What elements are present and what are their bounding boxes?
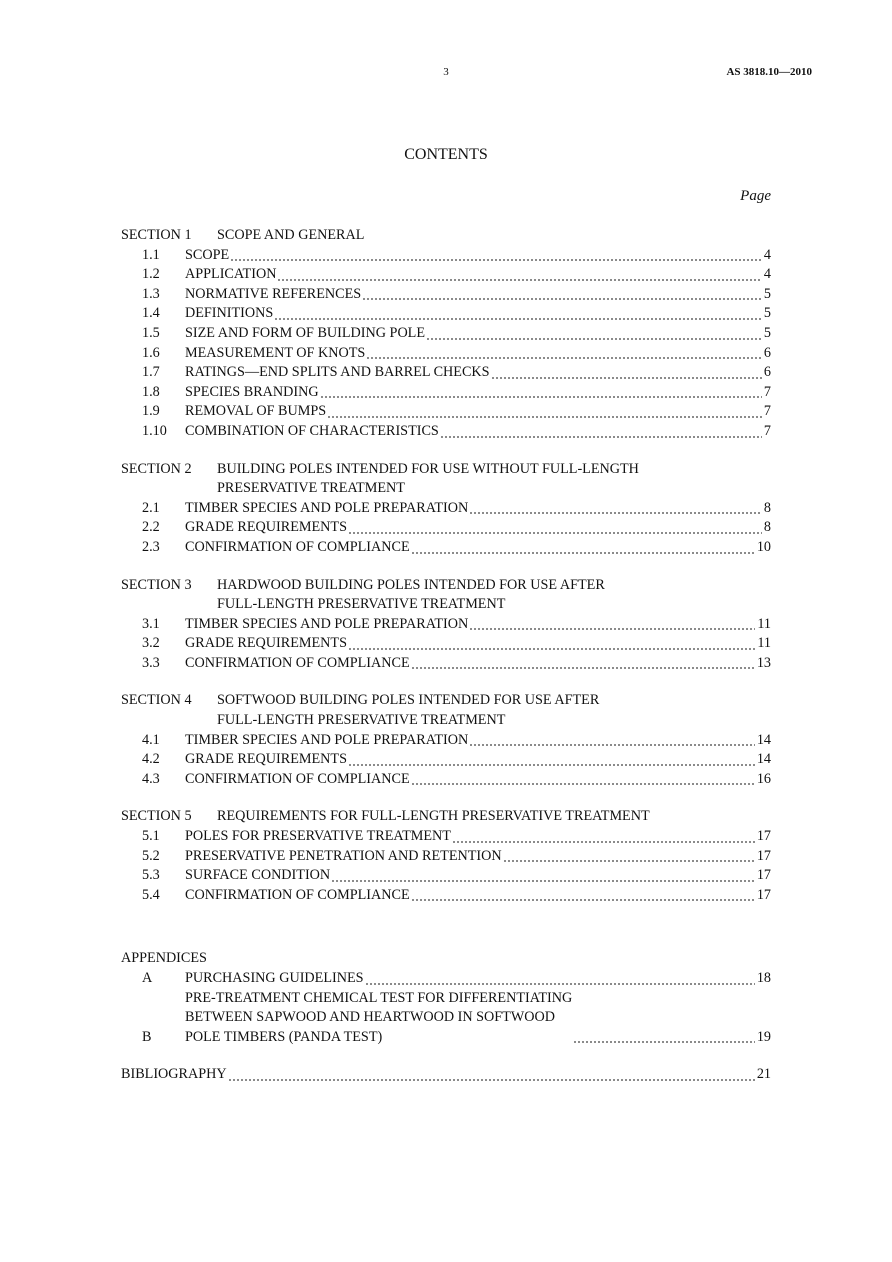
- entry-title: TIMBER SPECIES AND POLE PREPARATION: [185, 615, 469, 632]
- section-label: SECTION 3: [121, 576, 192, 593]
- entry-title: PRESERVATIVE PENETRATION AND RETENTION: [185, 847, 502, 864]
- entry-title-wrap: [185, 989, 757, 1048]
- entry-number: 1.9: [142, 403, 160, 420]
- section-title-line: HARDWOOD BUILDING POLES INTENDED FOR USE AFTER: [217, 576, 605, 593]
- entry-title: GRADE REQUIREMENTS: [185, 751, 347, 768]
- entry-number: 3.3: [142, 654, 160, 671]
- entry-title-wrap: [185, 344, 764, 364]
- entry-number: 3.1: [142, 615, 160, 632]
- toc-entry[interactable]: [121, 304, 771, 324]
- entry-number: 1.1: [142, 246, 160, 263]
- section-title-line: REQUIREMENTS FOR FULL-LENGTH PRESERVATIVE TREATMENT: [217, 808, 650, 825]
- entry-page: 17: [756, 867, 771, 884]
- entry-title: DEFINITIONS: [185, 305, 274, 322]
- section-title-line: SCOPE AND GENERAL: [217, 227, 365, 243]
- entry-title: SCOPE: [185, 246, 230, 263]
- section-title: [217, 226, 771, 246]
- entry-number: 5.3: [142, 867, 160, 884]
- entry-number: 4.3: [142, 770, 160, 787]
- entry-number: 1.4: [142, 305, 160, 322]
- section-heading: [121, 576, 771, 615]
- entry-title-wrap: [185, 847, 757, 867]
- entry-title: COMBINATION OF CHARACTERISTICS: [185, 422, 439, 439]
- leader-dots: [503, 860, 755, 862]
- entry-number: 3.2: [142, 635, 160, 652]
- appendix-entry[interactable]: [121, 989, 771, 1048]
- section-heading: [121, 807, 771, 827]
- leader-dots: [440, 436, 762, 438]
- entry-title: CONFIRMATION OF COMPLIANCE: [185, 886, 410, 903]
- entry-page: 6: [763, 364, 771, 381]
- entry-title-line: BETWEEN SAPWOOD AND HEARTWOOD IN SOFTWOOD: [185, 1009, 555, 1026]
- entry-number: 1.2: [142, 266, 160, 283]
- section-title: [217, 576, 771, 615]
- entry-number: 4.2: [142, 751, 160, 768]
- toc-entry[interactable]: [121, 499, 771, 519]
- leader-dots: [411, 783, 755, 785]
- entry-page: 14: [756, 751, 771, 768]
- entry-page: 17: [756, 828, 771, 845]
- section-block: [121, 807, 771, 905]
- appendices-heading: APPENDICES: [121, 950, 207, 967]
- entry-title-wrap: [185, 285, 764, 305]
- entry-number: 4.1: [142, 731, 160, 748]
- entry-title: TIMBER SPECIES AND POLE PREPARATION: [185, 731, 469, 748]
- entry-title-wrap: [185, 265, 764, 285]
- leader-dots: [365, 983, 755, 985]
- entry-page: 11: [757, 635, 771, 652]
- section-label: SECTION 5: [121, 808, 192, 825]
- entry-page: 6: [763, 344, 771, 361]
- section-title-line: FULL-LENGTH PRESERVATIVE TREATMENT: [217, 712, 506, 729]
- entry-page: 11: [757, 615, 771, 632]
- section-title: [217, 460, 771, 499]
- entry-page: 8: [763, 519, 771, 536]
- entry-number: 2.1: [142, 499, 160, 516]
- bibliography-entry[interactable]: [121, 1065, 771, 1085]
- entry-number: 1.3: [142, 285, 160, 302]
- page-header: [0, 66, 892, 86]
- section-title-line: BUILDING POLES INTENDED FOR USE WITHOUT FULL-LENGTH: [217, 460, 639, 477]
- entry-page: 4: [763, 266, 771, 283]
- section-title: [217, 691, 771, 730]
- entry-title-wrap: [185, 246, 764, 266]
- leader-dots: [469, 744, 755, 746]
- page-column-label: Page: [740, 188, 771, 204]
- entry-title-wrap: [185, 402, 764, 422]
- section-heading: [121, 691, 771, 730]
- appendices-block: [121, 949, 771, 1047]
- entry-number: 1.6: [142, 344, 160, 361]
- toc-entry[interactable]: [121, 422, 771, 442]
- entry-number: A: [142, 970, 153, 986]
- entry-title-line: POLE TIMBERS (PANDA TEST): [185, 1028, 383, 1045]
- toc-entry[interactable]: [121, 847, 771, 867]
- section-title-line: PRESERVATIVE TREATMENT: [217, 480, 405, 497]
- entry-page: 14: [756, 731, 771, 748]
- entry-number: 5.1: [142, 828, 160, 845]
- toc-entry[interactable]: [121, 750, 771, 770]
- toc-entry[interactable]: [121, 402, 771, 422]
- entry-page: 5: [763, 305, 771, 322]
- entry-number: 1.10: [142, 422, 167, 439]
- entry-page: 5: [763, 324, 771, 341]
- entry-title: NORMATIVE REFERENCES: [185, 285, 362, 302]
- leader-dots: [426, 338, 762, 340]
- leader-dots: [327, 416, 762, 418]
- toc-entry[interactable]: [121, 518, 771, 538]
- entry-title-wrap: [185, 866, 757, 886]
- entry-title: SURFACE CONDITION: [185, 867, 331, 884]
- entry-title: SIZE AND FORM OF BUILDING POLE: [185, 324, 426, 341]
- entry-page: 17: [756, 886, 771, 903]
- entry-title-wrap: [185, 363, 764, 383]
- entry-page: 19: [756, 1028, 771, 1045]
- toc-entry[interactable]: [121, 654, 771, 674]
- section-block: [121, 691, 771, 789]
- leader-dots: [331, 880, 755, 882]
- entry-number: 2.3: [142, 538, 160, 555]
- entry-title-wrap: [185, 770, 757, 790]
- entry-number: 2.2: [142, 519, 160, 536]
- document-id: AS 3818.10—2010: [726, 66, 812, 78]
- entry-title-wrap: [185, 538, 757, 558]
- section-title: [217, 807, 771, 827]
- leader-dots: [362, 298, 762, 300]
- entry-page: 18: [756, 970, 771, 986]
- leader-dots: [469, 512, 762, 514]
- bibliography-title: BIBLIOGRAPHY: [121, 1066, 227, 1083]
- entry-title: GRADE REQUIREMENTS: [185, 519, 347, 536]
- entry-page: 7: [763, 383, 771, 400]
- table-of-contents: [121, 226, 771, 1085]
- entry-title: TIMBER SPECIES AND POLE PREPARATION: [185, 499, 469, 516]
- entry-title-wrap: [185, 615, 757, 635]
- entry-page: 17: [756, 847, 771, 864]
- leader-dots: [348, 532, 762, 534]
- section-label: SECTION 1: [121, 227, 192, 243]
- leader-dots: [348, 648, 755, 650]
- section-label: SECTION 2: [121, 460, 192, 477]
- toc-entry[interactable]: [121, 731, 771, 751]
- toc-entry[interactable]: [121, 634, 771, 654]
- entry-page: 7: [763, 403, 771, 420]
- appendix-entry[interactable]: [121, 969, 771, 989]
- toc-entry[interactable]: [121, 324, 771, 344]
- section-label: SECTION 4: [121, 692, 192, 709]
- entry-title-wrap: [185, 304, 764, 324]
- entry-page: 13: [756, 654, 771, 671]
- entry-page: 7: [763, 422, 771, 439]
- section-block: [121, 460, 771, 558]
- entry-title-wrap: [185, 827, 757, 847]
- entry-number: 1.7: [142, 364, 160, 381]
- entry-page: 8: [763, 499, 771, 516]
- entry-title: SPECIES BRANDING: [185, 383, 319, 400]
- entry-title-wrap: [185, 969, 757, 989]
- entry-title: PURCHASING GUIDELINES: [185, 970, 364, 986]
- leader-dots: [452, 841, 755, 843]
- entry-number: 5.2: [142, 847, 160, 864]
- entry-title: REMOVAL OF BUMPS: [185, 403, 327, 420]
- leader-dots: [228, 1079, 755, 1081]
- entry-title: APPLICATION: [185, 266, 277, 283]
- toc-entry[interactable]: [121, 363, 771, 383]
- entry-number: B: [142, 1028, 152, 1045]
- section-block: [121, 226, 771, 442]
- leader-dots: [411, 552, 755, 554]
- leader-dots: [348, 764, 755, 766]
- leader-dots: [411, 899, 755, 901]
- toc-entry[interactable]: [121, 866, 771, 886]
- entry-title: CONFIRMATION OF COMPLIANCE: [185, 770, 410, 787]
- leader-dots: [491, 377, 762, 379]
- toc-entry[interactable]: [121, 538, 771, 558]
- section-heading: [121, 460, 771, 499]
- entry-page: 5: [763, 285, 771, 302]
- entry-title-wrap: [185, 750, 757, 770]
- section-title-line: FULL-LENGTH PRESERVATIVE TREATMENT: [217, 596, 506, 613]
- entry-page: 4: [763, 246, 771, 263]
- toc-entry[interactable]: [121, 886, 771, 906]
- entry-page: 10: [756, 538, 771, 555]
- entry-title-wrap: [185, 518, 764, 538]
- toc-entry[interactable]: [121, 246, 771, 266]
- leader-dots: [366, 357, 762, 359]
- entry-title-wrap: [185, 886, 757, 906]
- leader-dots: [230, 259, 762, 261]
- leader-dots: [469, 628, 755, 630]
- bibliography-page: 21: [756, 1066, 771, 1083]
- section-block: [121, 576, 771, 674]
- entry-title-wrap: [185, 422, 764, 442]
- leader-dots: [320, 396, 762, 398]
- leader-dots: [411, 667, 755, 669]
- toc-entry[interactable]: [121, 770, 771, 790]
- entry-number: 1.5: [142, 324, 160, 341]
- leader-dots: [277, 279, 761, 281]
- entry-title-wrap: [185, 324, 764, 344]
- toc-entry[interactable]: [121, 383, 771, 403]
- leader-dots: [274, 318, 762, 320]
- toc-entry[interactable]: [121, 827, 771, 847]
- entry-title: CONFIRMATION OF COMPLIANCE: [185, 538, 410, 555]
- section-heading: [121, 226, 771, 246]
- entry-title-wrap: [185, 383, 764, 403]
- leader-dots: [573, 1041, 755, 1043]
- toc-entry[interactable]: [121, 285, 771, 305]
- entry-title: CONFIRMATION OF COMPLIANCE: [185, 654, 410, 671]
- entry-title: RATINGS—END SPLITS AND BARREL CHECKS: [185, 364, 490, 381]
- toc-entry[interactable]: [121, 265, 771, 285]
- entry-title-wrap: [185, 634, 757, 654]
- entry-title: [185, 989, 572, 1048]
- section-title-line: SOFTWOOD BUILDING POLES INTENDED FOR USE AFTER: [217, 692, 600, 709]
- entry-title-wrap: [185, 499, 764, 519]
- toc-entry[interactable]: [121, 344, 771, 364]
- entry-title: GRADE REQUIREMENTS: [185, 635, 347, 652]
- entry-title: MEASUREMENT OF KNOTS: [185, 344, 366, 361]
- page-number: 3: [443, 66, 449, 78]
- contents-heading: CONTENTS: [404, 146, 488, 163]
- entry-page: 16: [756, 770, 771, 787]
- entry-number: 5.4: [142, 886, 160, 903]
- entry-title-line: PRE-TREATMENT CHEMICAL TEST FOR DIFFERENTIATING: [185, 989, 573, 1006]
- entry-title-wrap: [185, 731, 757, 751]
- entry-title: POLES FOR PRESERVATIVE TREATMENT: [185, 828, 451, 845]
- entry-number: 1.8: [142, 383, 160, 400]
- toc-entry[interactable]: [121, 615, 771, 635]
- entry-title-wrap: [185, 654, 757, 674]
